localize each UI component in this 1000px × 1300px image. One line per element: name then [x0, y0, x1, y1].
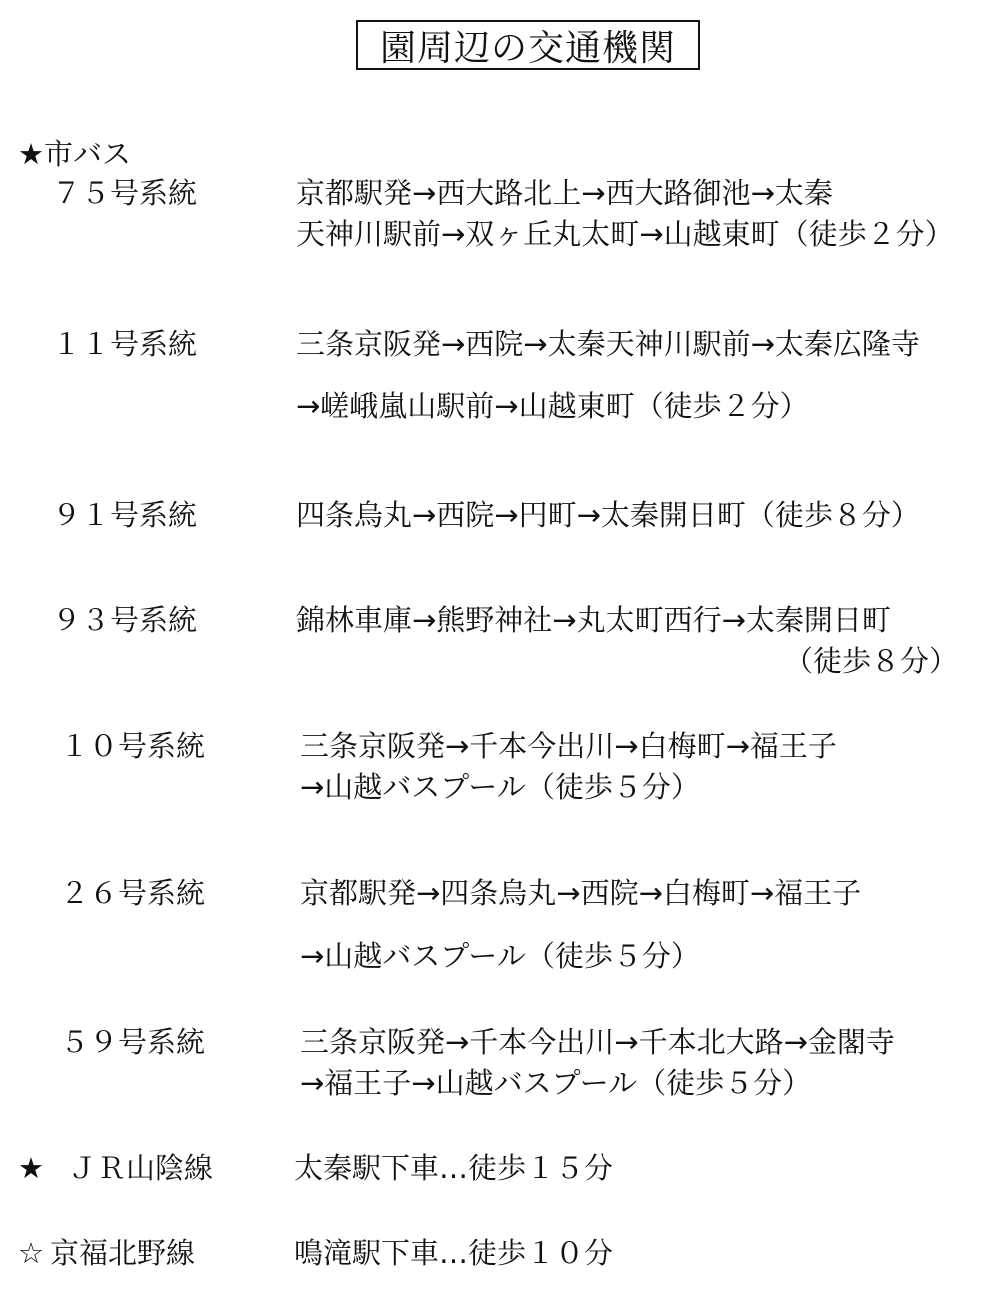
- black-star-icon: ★: [18, 137, 44, 171]
- route-93-line-2: （徒歩８分）: [784, 644, 959, 678]
- route-93-name: ９３号系統: [52, 603, 198, 637]
- route-26-line-1: 京都駅発→四条烏丸→西院→白梅町→福王子: [300, 876, 862, 910]
- black-star-icon: ★: [18, 1151, 44, 1185]
- keifuku-detail: 鳴滝駅下車…徒歩１０分: [294, 1236, 614, 1270]
- route-11-line-1: 三条京阪発→西院→太秦天神川駅前→太秦広隆寺: [296, 327, 920, 361]
- jr-label: ＪＲ山陰線: [68, 1151, 214, 1185]
- route-10-line-1: 三条京阪発→千本今出川→白梅町→福王子: [300, 729, 837, 763]
- route-26-name: ２６号系統: [60, 876, 206, 910]
- jr-heading: [18, 1150, 213, 1186]
- route-75-line-2: 天神川駅前→双ヶ丘丸太町→山越東町（徒歩２分）: [296, 217, 954, 251]
- route-59-name: ５９号系統: [60, 1025, 206, 1059]
- route-10-name: １０号系統: [60, 729, 206, 763]
- jr-detail: 太秦駅下車…徒歩１５分: [294, 1151, 614, 1185]
- route-11-name: １１号系統: [52, 327, 198, 361]
- route-91-line-1: 四条烏丸→西院→円町→太秦開日町（徒歩８分）: [296, 498, 920, 532]
- route-75-line-1: 京都駅発→西大路北上→西大路御池→太秦: [296, 176, 833, 210]
- route-75-name: ７５号系統: [52, 176, 198, 210]
- keifuku-label: 京福北野線: [50, 1236, 196, 1270]
- route-59-line-2: →福王子→山越バスプール（徒歩５分）: [300, 1066, 812, 1100]
- route-91-name: ９１号系統: [52, 498, 198, 532]
- white-star-icon: ☆: [18, 1236, 44, 1270]
- route-11-line-2: →嵯峨嵐山駅前→山越東町（徒歩２分）: [296, 389, 809, 423]
- route-26-line-2: →山越バスプール（徒歩５分）: [300, 939, 700, 973]
- keifuku-heading: [18, 1235, 195, 1271]
- page-title: 園周辺の交通機関: [356, 20, 700, 70]
- route-93-line-1: 錦林車庫→熊野神社→丸太町西行→太秦開日町: [296, 603, 891, 637]
- route-59-line-1: 三条京阪発→千本今出川→千本北大路→金閣寺: [300, 1025, 895, 1059]
- city-bus-heading: [18, 136, 131, 172]
- route-10-line-2: →山越バスプール（徒歩５分）: [300, 770, 700, 804]
- city-bus-label: 市バス: [44, 137, 132, 171]
